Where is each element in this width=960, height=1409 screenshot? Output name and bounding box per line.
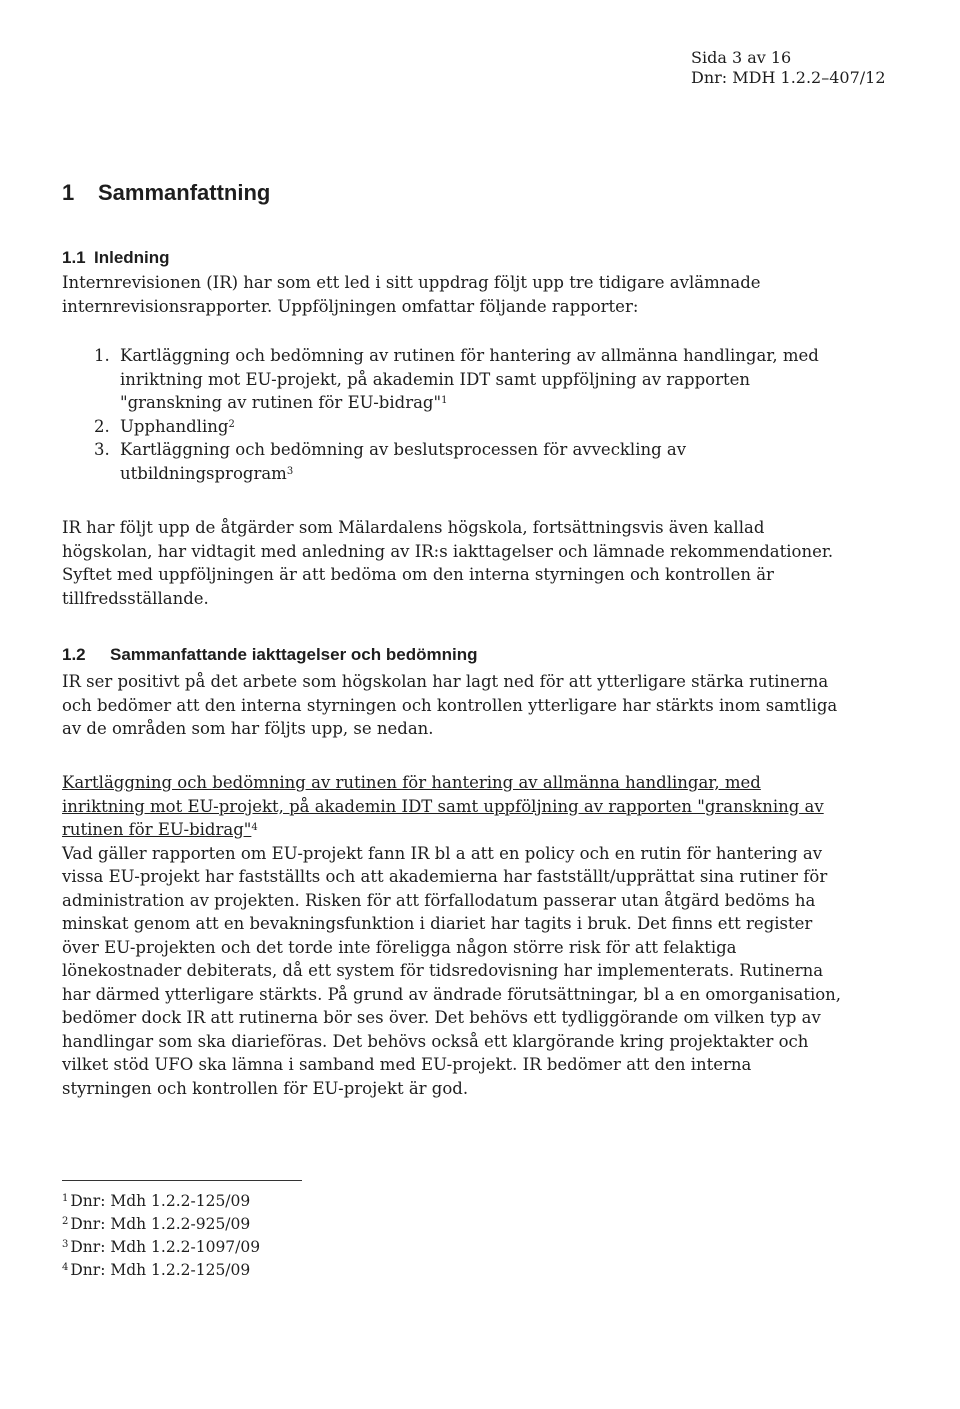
text-line: Upphandling bbox=[120, 416, 229, 436]
text-line: lönekostnader debiterats, då ett system för tidsredovisning har implementerats. Rutinerna bbox=[62, 961, 824, 980]
findings-paragraph bbox=[62, 771, 862, 1100]
text-line: högskolan, har vidtagit med anledning av IR:s iakttagelser och lämnade rekommendationer. bbox=[62, 541, 834, 561]
text-line: tillfredsställande. bbox=[62, 588, 209, 608]
text-line: vilket stöd UFO ska lämna i samband med EU-projekt. IR bedömer att den interna bbox=[62, 1055, 752, 1074]
text-line: av de områden som har följts upp, se nedan. bbox=[62, 719, 434, 738]
text-line: Internrevisionen (IR) har som ett led i sitt uppdrag följt upp tre tidigare avlämnade bbox=[62, 273, 761, 292]
text-line: IR har följt upp de åtgärder som Mälardalens högskola, fortsättningsvis även kallad bbox=[62, 518, 765, 537]
section-heading-1-2 bbox=[62, 645, 477, 665]
footnote-ref: 1 bbox=[441, 395, 448, 406]
text-line: och bedömer att den interna styrningen och kontrollen ytterligare har stärkts inom samtliga bbox=[62, 695, 838, 715]
text-line: utbildningsprogram bbox=[120, 463, 287, 483]
footnote-text: Dnr: Mdh 1.2.2-125/09 bbox=[70, 1261, 251, 1279]
section-number: 1 bbox=[62, 180, 75, 205]
section-title: Sammanfattning bbox=[98, 180, 271, 205]
text-line: bedömer dock IR att rutinerna bör ses över. Det behövs ett tydliggörande om vilken typ av bbox=[62, 1008, 821, 1027]
footnote-ref: 3 bbox=[286, 465, 294, 477]
section-heading-1-1 bbox=[62, 248, 170, 268]
document-reference: Dnr: MDH 1.2.2–407/12 bbox=[691, 68, 886, 87]
text-line: Kartläggning och bedömning av beslutsprocessen för avveckling av bbox=[120, 440, 687, 459]
section-heading-1 bbox=[62, 180, 270, 206]
footnote-marker: 2 bbox=[62, 1216, 69, 1227]
footnote bbox=[62, 1259, 260, 1282]
footnote-ref: 4 bbox=[251, 822, 258, 833]
section-title: Sammanfattande iakttagelser och bedömning bbox=[110, 645, 478, 664]
page-header bbox=[691, 48, 931, 88]
section-number: 1.1 bbox=[62, 248, 86, 267]
footnote-marker: 4 bbox=[62, 1262, 69, 1273]
text-line: "granskning av rutinen för EU-bidrag" bbox=[120, 393, 442, 412]
summary-paragraph bbox=[62, 670, 862, 741]
subheading-line: inriktning mot EU-projekt, på akademin IDT samt uppföljning av rapporten "granskning av bbox=[62, 796, 824, 816]
text-line: vissa EU-projekt har fastställts och att akademierna har fastställt/upprättat sina rutiner för bbox=[62, 867, 828, 886]
footnote-text: Dnr: Mdh 1.2.2-1097/09 bbox=[70, 1238, 261, 1256]
footnote-marker: 1 bbox=[62, 1193, 69, 1204]
footnote-marker: 3 bbox=[62, 1239, 69, 1250]
text-line: administration av projekten. Risken för att förfallodatum passerar utan åtgärd bedöms ha bbox=[62, 890, 816, 910]
list-item bbox=[94, 438, 854, 485]
text-line: Kartläggning och bedömning av rutinen för hantering av allmänna handlingar, med bbox=[120, 346, 819, 365]
list-number: 3. bbox=[94, 440, 110, 459]
list-item bbox=[94, 344, 854, 415]
list-number: 2. bbox=[94, 416, 110, 436]
list-item bbox=[94, 415, 854, 439]
report-list bbox=[94, 344, 854, 485]
text-line: Syftet med uppföljningen är att bedöma om den interna styrningen och kontrollen är bbox=[62, 565, 774, 584]
text-line: inriktning mot EU-projekt, på akademin IDT samt uppföljning av rapporten bbox=[120, 369, 750, 389]
footnotes bbox=[62, 1190, 260, 1282]
text-line: IR ser positivt på det arbete som högskolan har lagt ned för att ytterligare stärka rutinerna bbox=[62, 672, 829, 691]
followup-paragraph bbox=[62, 516, 862, 610]
section-title: Inledning bbox=[94, 248, 170, 267]
footnote-ref: 2 bbox=[228, 418, 235, 430]
subheading-line: Kartläggning och bedömning av rutinen för hantering av allmänna handlingar, med bbox=[62, 773, 761, 792]
footnote-separator bbox=[62, 1180, 302, 1181]
subheading-line: rutinen för EU-bidrag" bbox=[62, 820, 252, 839]
intro-paragraph bbox=[62, 271, 862, 318]
text-line: Vad gäller rapporten om EU-projekt fann IR bl a att en policy och en rutin för hantering av bbox=[62, 843, 823, 863]
footnote-text: Dnr: Mdh 1.2.2-125/09 bbox=[70, 1192, 251, 1210]
page-number: Sida 3 av 16 bbox=[691, 48, 792, 67]
text-line: har därmed ytterligare stärkts. På grund av ändrade förutsättningar, bl a en omorganisation, bbox=[62, 984, 842, 1004]
text-line: styrningen och kontrollen för EU-projekt är god. bbox=[62, 1078, 469, 1098]
text-line: minskat genom att en bevakningsfunktion i diariet har tagits i bruk. Det finns ett register bbox=[62, 914, 813, 933]
footnote bbox=[62, 1213, 260, 1236]
text-line: internrevisionsrapporter. Uppföljningen omfattar följande rapporter: bbox=[62, 296, 639, 316]
text-line: över EU-projekten och det torde inte föreligga någon större risk för att felaktiga bbox=[62, 937, 737, 957]
footnote bbox=[62, 1236, 260, 1259]
footnote bbox=[62, 1190, 260, 1213]
text-line: handlingar som ska diarieföras. Det behövs också ett klargörande kring projektakter och bbox=[62, 1031, 809, 1051]
footnote-text: Dnr: Mdh 1.2.2-925/09 bbox=[70, 1215, 251, 1233]
section-number: 1.2 bbox=[62, 645, 86, 664]
list-number: 1. bbox=[94, 346, 110, 365]
